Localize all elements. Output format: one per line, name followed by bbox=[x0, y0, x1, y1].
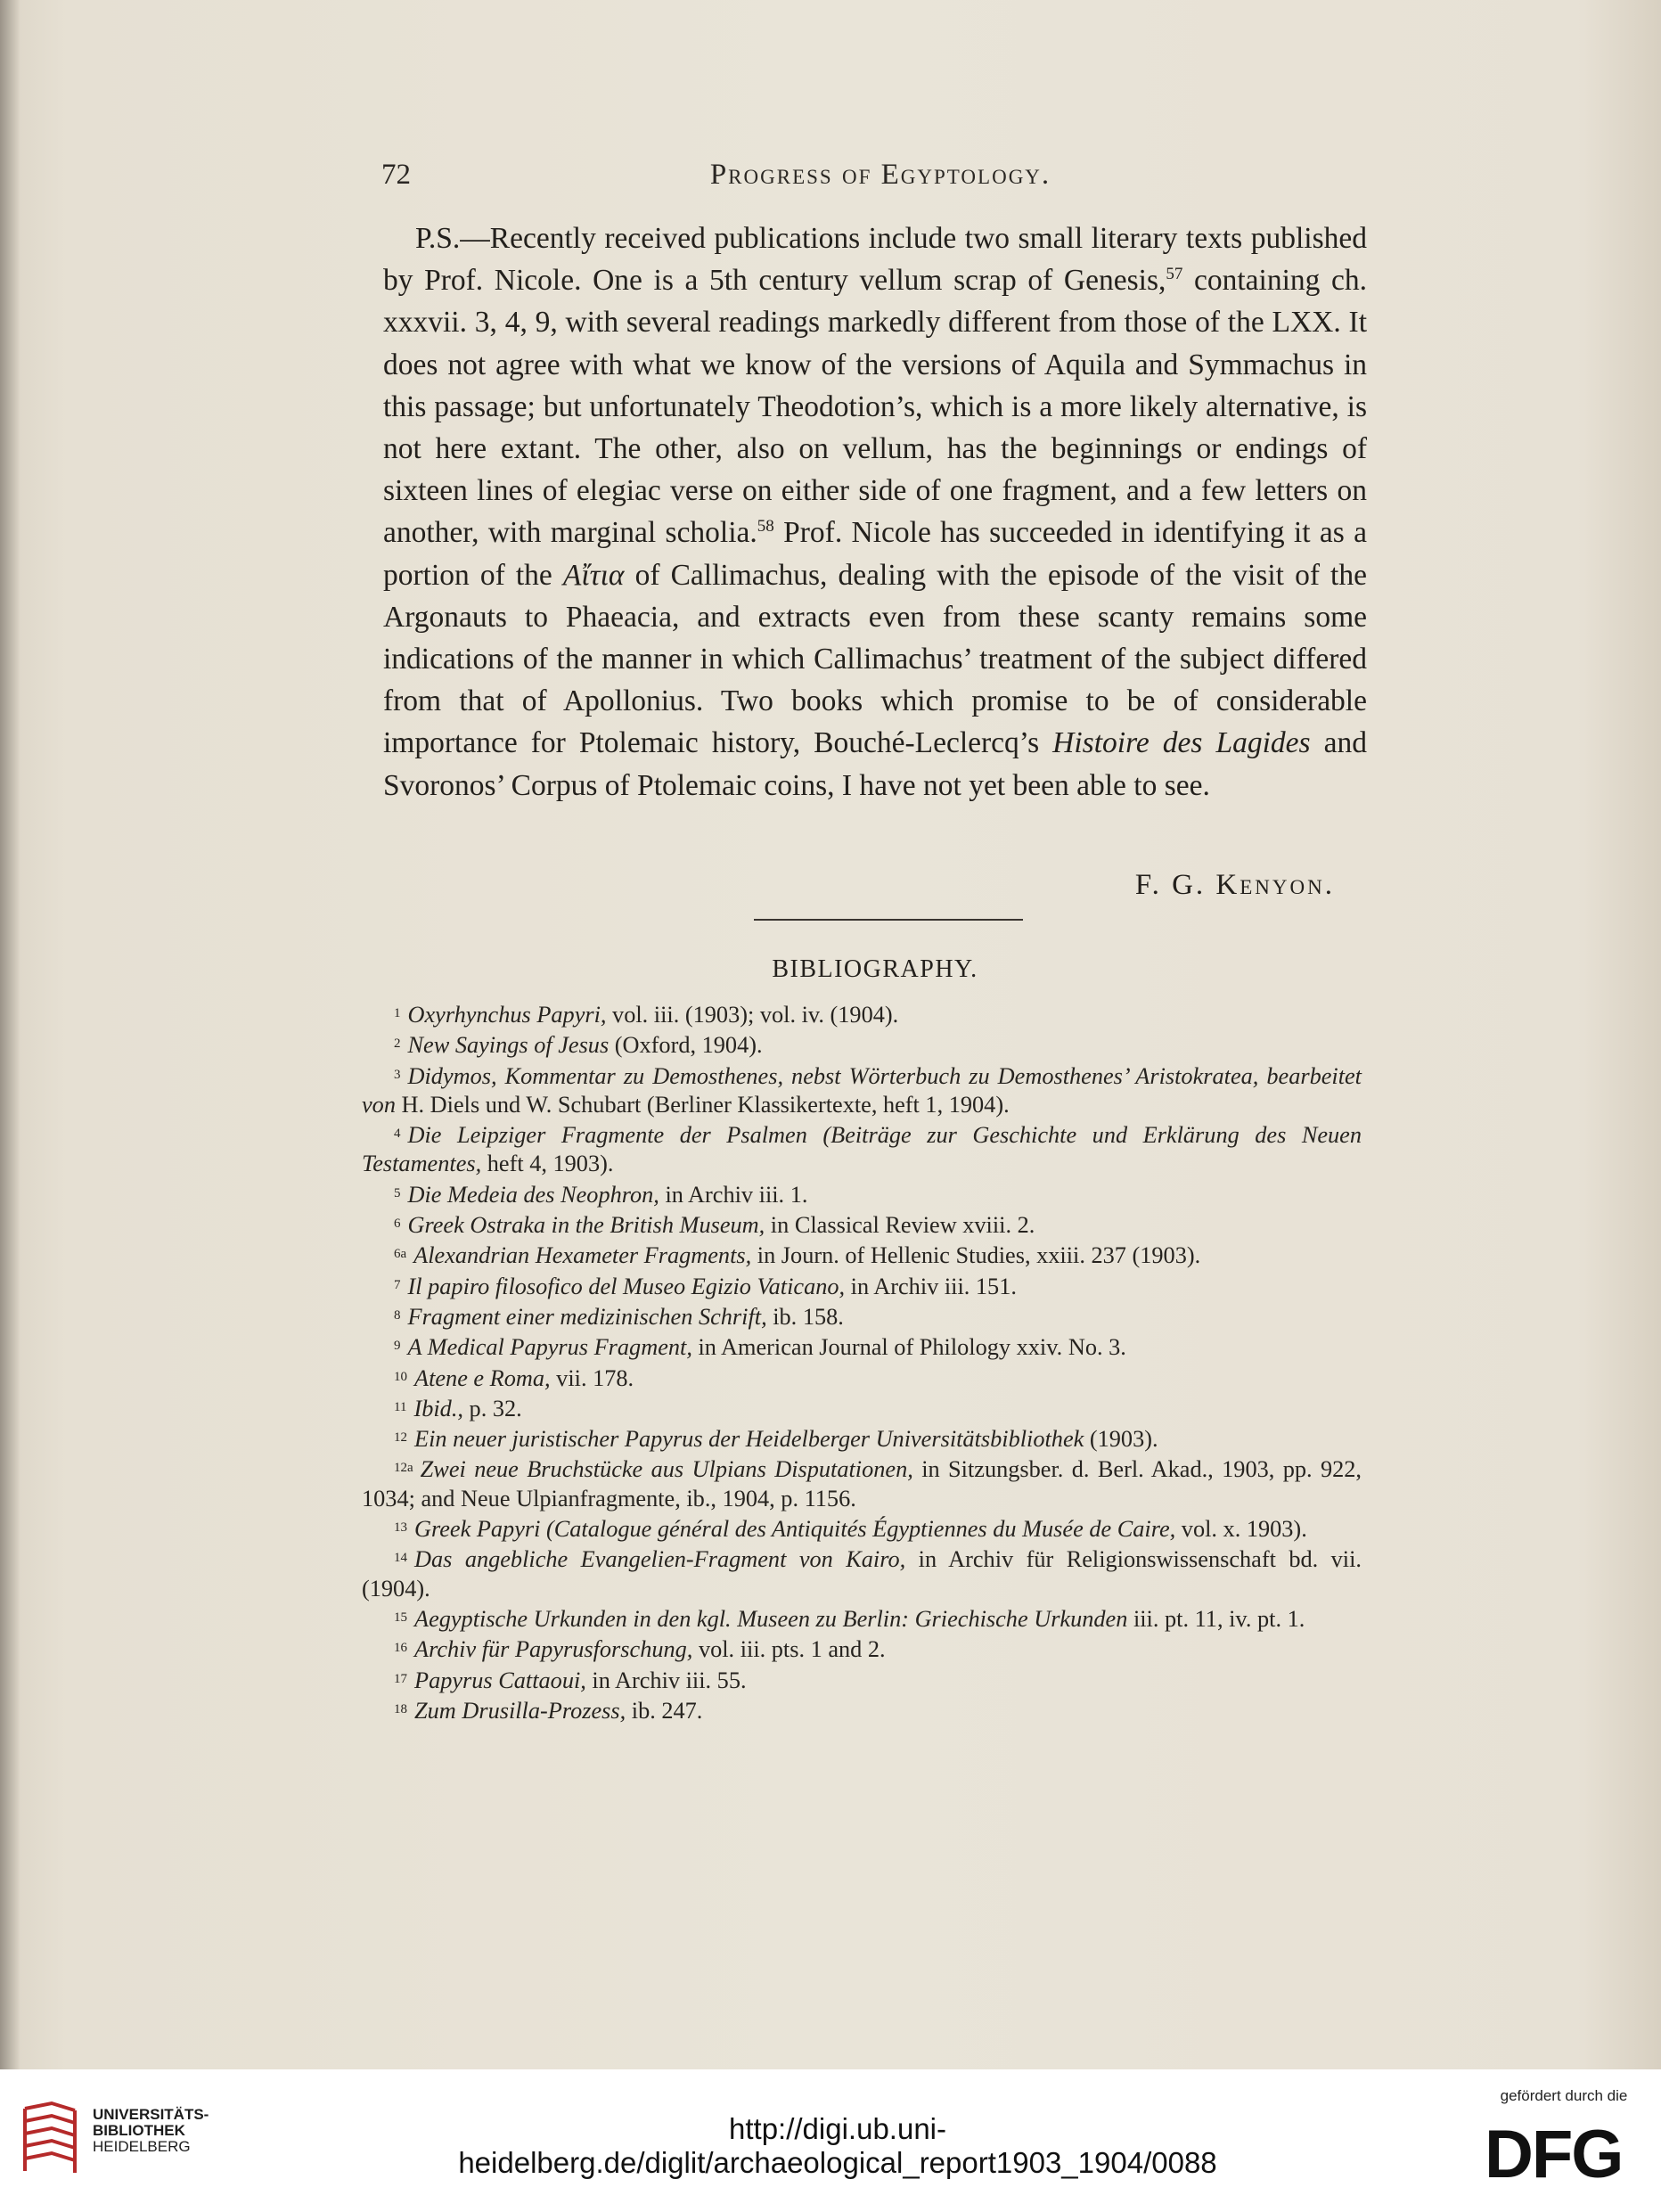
bibliography-entry bbox=[362, 1695, 1362, 1725]
entry-details: in Journ. of Hellenic Studies, xxiii. 237 (1903). bbox=[751, 1242, 1201, 1269]
entry-title: Die Medeia des Neophron, bbox=[407, 1181, 659, 1208]
entry-number: 18 bbox=[394, 1701, 407, 1716]
entry-title: Ein neuer juristischer Papyrus der Heidelberger Universitätsbibliothek bbox=[414, 1426, 1084, 1453]
bibliography-entry bbox=[362, 1603, 1362, 1634]
paragraph-text: and Svoronos’ Corpus of Ptolemaic coins, I have not yet been able to see. bbox=[383, 726, 1367, 802]
entry-number: 17 bbox=[394, 1671, 407, 1686]
paragraph-text: of Callimachus, dealing with the episode of the visit of the Argonauts to Phaeacia, and extracts even from these scanty remains some indications of the manner in which Callimachus’ treatment of the subject differed from that of Apollonius. Two books which promise to be of considerable importance for Ptolemaic history, Bouché-Leclercq’s bbox=[383, 558, 1367, 760]
entry-details: vii. 178. bbox=[550, 1364, 634, 1391]
entry-number: 3 bbox=[394, 1067, 401, 1082]
entry-number: 7 bbox=[394, 1277, 401, 1292]
entry-details: vol. iii. (1903); vol. iv. (1904). bbox=[606, 1002, 899, 1028]
viewer-footer bbox=[0, 2069, 1661, 2212]
bibliography-entry bbox=[362, 1544, 1362, 1603]
entry-details: ib. 158. bbox=[766, 1303, 844, 1330]
entry-details: in Archiv iii. 1. bbox=[659, 1181, 808, 1208]
entry-details: vol. iii. pts. 1 and 2. bbox=[692, 1636, 886, 1663]
entry-details: in Archiv iii. 55. bbox=[585, 1667, 747, 1693]
entry-details: H. Diels und W. Schubart (Berliner Klassikertexte, heft 1, 1904). bbox=[395, 1091, 1010, 1118]
entry-number: 4 bbox=[394, 1126, 401, 1142]
bibliography-entry bbox=[362, 1240, 1362, 1270]
bibliography-entry bbox=[362, 1513, 1362, 1544]
author-signature: F. G. Kenyon. bbox=[1134, 869, 1335, 901]
entry-number: 9 bbox=[394, 1339, 401, 1354]
bibliography-entry bbox=[362, 1119, 1362, 1179]
entry-details: iii. pt. 11, iv. pt. 1. bbox=[1127, 1605, 1305, 1632]
bibliography-entry bbox=[362, 1209, 1362, 1240]
bibliography-entry bbox=[362, 1301, 1362, 1331]
entry-title: Archiv für Papyrusforschung, bbox=[414, 1636, 693, 1663]
bibliography-entry bbox=[362, 1331, 1362, 1362]
footnote-ref: 57 bbox=[1166, 265, 1183, 284]
bibliography-entry bbox=[362, 1061, 1362, 1120]
dfg-logo: DFG bbox=[1485, 2117, 1623, 2192]
paragraph-text: P.S.—Recently received publications include two small literary texts published by Prof. Nicole. One is a 5th century vellum scrap of Genesis, bbox=[383, 222, 1367, 298]
entry-title: Die Leipziger Fragmente der Psalmen (Beiträge zur Geschichte und Erklärung des Neuen Testamentes, bbox=[362, 1122, 1362, 1177]
entry-details: in Archiv für Religionswissenschaft bd. vii. (1904). bbox=[362, 1546, 1362, 1602]
paragraph-text: containing ch. xxxvii. 3, 4, 9, with several readings markedly different from those of the LXX. It does not agree with what we know of the versions of Aquila and Symmachus in this passage; but unfortunately Theodotion’s, which is a more likely alternative, is not here extant. The other, also on vellum, has the beginnings or endings of sixteen lines of elegiac verse on either side of one fragment, and a few letters on another, with marginal scholia. bbox=[383, 264, 1367, 550]
entry-title: Das angebliche Evangelien-Fragment von Kairo, bbox=[414, 1546, 906, 1573]
bibliography-heading: BIBLIOGRAPHY. bbox=[772, 955, 978, 983]
bibliography-entry bbox=[362, 1363, 1362, 1393]
entry-details: heft 4, 1903). bbox=[481, 1151, 614, 1177]
entry-title: New Sayings of Jesus bbox=[407, 1032, 610, 1059]
bibliography-entry bbox=[362, 1634, 1362, 1664]
bibliography-entry bbox=[362, 1423, 1362, 1454]
entry-details: in Sitzungsber. d. Berl. Akad., 1903, pp. 922, 1034; and Neue Ulpianfragmente, ib., 1904, p. 1156. bbox=[362, 1456, 1362, 1512]
entry-title: Zum Drusilla-Prozess, bbox=[414, 1697, 626, 1724]
entry-details: in Archiv iii. 151. bbox=[845, 1273, 1017, 1299]
entry-details: p. 32. bbox=[462, 1395, 522, 1421]
permalink-url[interactable]: http://digi.ub.uni-heidelberg.de/diglit/archaeological_report1903_1904/0088 bbox=[458, 2112, 1217, 2179]
book-title: Histoire des Lagides bbox=[1052, 726, 1311, 760]
entry-details: ib. 247. bbox=[626, 1697, 703, 1724]
university-library-logo-icon bbox=[16, 2100, 82, 2176]
library-name-line: BIBLIOTHEK bbox=[93, 2122, 185, 2139]
greek-title: Αἴτια bbox=[562, 558, 625, 592]
entry-title: Il papiro filosofico del Museo Egizio Vaticano, bbox=[407, 1273, 846, 1299]
entry-title: Oxyrhynchus Papyri, bbox=[407, 1002, 607, 1028]
bibliography-entry bbox=[362, 1179, 1362, 1209]
entry-number: 5 bbox=[394, 1185, 401, 1200]
entry-number: 6a bbox=[394, 1247, 407, 1262]
entry-title: Atene e Roma, bbox=[414, 1364, 551, 1391]
bibliography-entry bbox=[362, 1454, 1362, 1513]
paragraph-text: Prof. Nicole has succeeded in identifying it as a portion of the bbox=[383, 516, 1367, 592]
entry-number: 8 bbox=[394, 1307, 401, 1323]
entry-number: 13 bbox=[394, 1520, 407, 1536]
funding-caption: gefördert durch die bbox=[1500, 2087, 1628, 2104]
entry-title: Fragment einer medizinischen Schrift, bbox=[407, 1303, 767, 1330]
entry-details: (Oxford, 1904). bbox=[609, 1032, 763, 1059]
library-name-line: UNIVERSITÄTS- bbox=[93, 2106, 209, 2123]
library-name-line: HEIDELBERG bbox=[93, 2138, 191, 2155]
entry-details: in American Journal of Philology xxiv. No. 3. bbox=[691, 1334, 1126, 1361]
entry-details: in Classical Review xviii. 2. bbox=[765, 1212, 1035, 1239]
section-divider bbox=[754, 919, 1023, 921]
entry-title: Aegyptische Urkunden in den kgl. Museen zu Berlin: Griechische Urkunden bbox=[414, 1605, 1128, 1632]
entry-title: A Medical Papyrus Fragment, bbox=[407, 1334, 692, 1361]
entry-title: Zwei neue Bruchstücke aus Ulpians Disputationen, bbox=[420, 1456, 913, 1483]
postscript-paragraph bbox=[383, 217, 1367, 807]
entry-title: Greek Ostraka in the British Museum, bbox=[407, 1212, 765, 1239]
bibliography-entry bbox=[362, 1393, 1362, 1423]
entry-number: 6 bbox=[394, 1217, 401, 1232]
page-header bbox=[381, 159, 1379, 203]
entry-number: 11 bbox=[394, 1399, 407, 1414]
page-number: 72 bbox=[381, 159, 411, 191]
bibliography-entry bbox=[362, 1665, 1362, 1695]
entry-title: Ibid., bbox=[413, 1395, 463, 1421]
spine-shadow bbox=[0, 0, 20, 2069]
footnote-ref: 58 bbox=[757, 517, 774, 537]
running-title: Progress of Egyptology. bbox=[709, 159, 1051, 191]
entry-number: 12a bbox=[394, 1461, 413, 1476]
entry-title: Greek Papyri (Catalogue général des Antiquités Égyptiennes du Musée de Caire, bbox=[414, 1516, 1176, 1543]
entry-details: vol. x. 1903). bbox=[1175, 1516, 1307, 1543]
entry-number: 16 bbox=[394, 1641, 407, 1656]
entry-number: 12 bbox=[394, 1430, 407, 1446]
entry-title: Didymos, Kommentar zu Demosthenes, nebst Wörterbuch zu Demosthenes’ Aristokratea, bearbeitet von bbox=[362, 1062, 1362, 1118]
entry-number: 1 bbox=[394, 1006, 401, 1020]
entry-number: 2 bbox=[394, 1036, 401, 1052]
entry-title: Alexandrian Hexameter Fragments, bbox=[413, 1242, 752, 1269]
entry-number: 10 bbox=[394, 1369, 407, 1384]
library-name bbox=[93, 2107, 209, 2155]
bibliography-entry bbox=[362, 1029, 1362, 1060]
entry-details: (1903). bbox=[1084, 1426, 1158, 1453]
bibliography-entry bbox=[362, 999, 1362, 1029]
entry-title: Papyrus Cattaoui, bbox=[414, 1667, 586, 1693]
entry-number: 14 bbox=[394, 1551, 407, 1566]
bibliography-entry bbox=[362, 1271, 1362, 1301]
entry-number: 15 bbox=[394, 1610, 407, 1625]
bibliography-list bbox=[362, 999, 1362, 1725]
